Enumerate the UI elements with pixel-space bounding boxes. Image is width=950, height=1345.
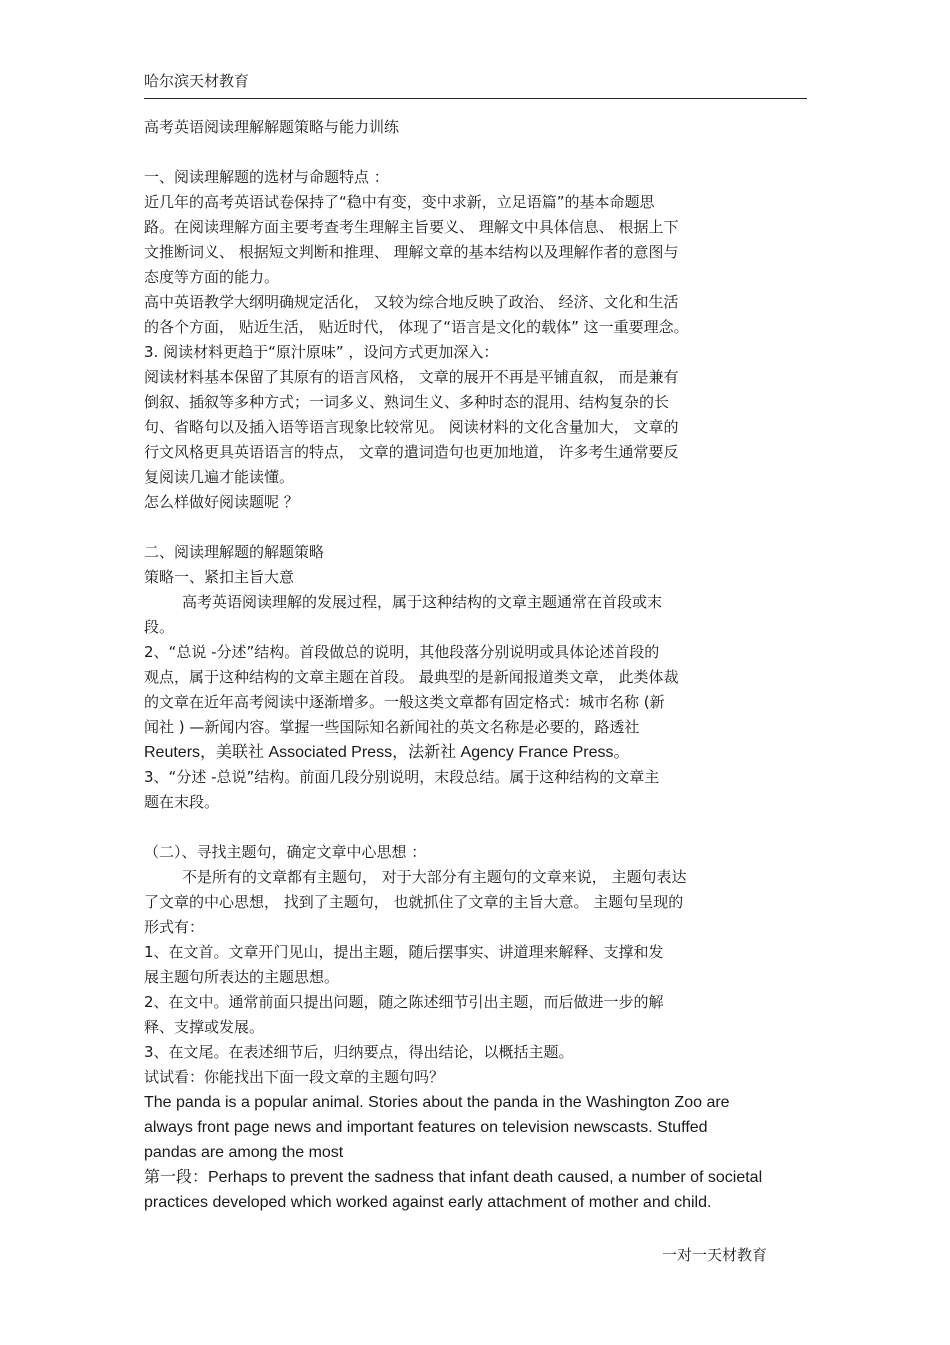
section-heading: 二、阅读理解题的解题策略 (144, 543, 325, 561)
footer-brand: 一对一天材教育 (662, 1246, 768, 1264)
paragraph-line: 闻社 ) —新闻内容。掌握一些国际知名新闻社的英文名称是必要的，路透社 (144, 718, 640, 736)
paragraph-line: 试试看：你能找出下面一段文章的主题句吗？ (144, 1068, 445, 1086)
page-footer (662, 1244, 767, 1265)
paragraph-line: 2、在文中。通常前面只提出问题，随之陈述细节引出主题，而后做进一步的解 (144, 993, 664, 1011)
paragraph-line: 了文章的中心思想， 找到了主题句， 也就抓住了文章的主旨大意。 主题句呈现的 (144, 893, 684, 911)
english-passage-line: practices developed which worked against early attachment of mother and child. (144, 1194, 712, 1211)
paragraph-line: 行文风格更具英语语言的特点， 文章的遣词造句也更加地道， 许多考生通常要反 (144, 443, 679, 461)
paragraph-line: 态度等方面的能力。 (144, 268, 280, 286)
english-passage-line: 第一段：Perhaps to prevent the sadness that infant death caused, a number of societal (144, 1169, 763, 1186)
paragraph-line: 路。在阅读理解方面主要考查考生理解主旨要义、 理解文中具体信息、 根据上下 (144, 218, 679, 236)
paragraph-line: 观点，属于这种结构的文章主题在首段。 最典型的是新闻报道类文章， 此类体裁 (144, 668, 679, 686)
spacer (144, 140, 814, 165)
paragraph-line: 题在末段。 (144, 793, 220, 811)
paragraph-line: 展主题句所表达的主题思想。 (144, 968, 340, 986)
paragraph-line: 复阅读几遍才能读懂。 (144, 468, 295, 486)
paragraph-line: 的文章在近年高考阅读中逐渐增多。一般这类文章都有固定格式：城市名称 (新 (144, 693, 665, 711)
paragraph-line: 不是所有的文章都有主题句， 对于大部分有主题句的文章来说， 主题句表达 (182, 868, 687, 886)
paragraph-line: 3、“分述 -总说”结构。前面几段分别说明，末段总结。属于这种结构的文章主 (144, 768, 660, 786)
document-title: 高考英语阅读理解解题策略与能力训练 (144, 118, 400, 136)
paragraph-line: 1、在文首。文章开门见山，提出主题，随后摆事实、讲道理来解释、支撑和发 (144, 943, 664, 961)
subsection-heading: 策略一、紧扣主旨大意 (144, 568, 295, 586)
paragraph-line: 阅读材料基本保留了其原有的语言风格， 文章的展开不再是平铺直叙， 而是兼有 (144, 368, 679, 386)
english-passage-line: The panda is a popular animal. Stories about the panda in the Washington Zoo are (144, 1094, 730, 1111)
header-school-name: 哈尔滨天材教育 (144, 72, 250, 90)
paragraph-line: 文推断词义、 根据短文判断和推理、 理解文章的基本结构以及理解作者的意图与 (144, 243, 679, 261)
paragraph-line: 3、在文尾。在表述细节后，归纳要点，得出结论，以概括主题。 (144, 1043, 574, 1061)
subsection-heading: （二）、寻找主题句，确定文章中心思想 ： (144, 843, 427, 861)
paragraph-line: 高中英语教学大纲明确规定活化， 又较为综合地反映了政治、 经济、文化和生活 (144, 293, 679, 311)
paragraph-line: Reuters，美联社 Associated Press，法新社 Agency France Press。 (144, 744, 630, 761)
paragraph-line: 段。 (144, 618, 175, 636)
document-body (144, 115, 814, 1215)
paragraph-line: 怎么样做好阅读题呢 ？ (144, 493, 299, 511)
paragraph-line: 2、“总说 -分述”结构。首段做总的说明，其他段落分别说明或具体论述首段的 (144, 643, 660, 661)
paragraph-line: 形式有： (144, 918, 205, 936)
paragraph-line: 的各个方面， 贴近生活， 贴近时代， 体现了“语言是文化的载体” 这一重要理念。 (144, 318, 689, 336)
paragraph-line: 倒叙、插叙等多种方式；一词多义、熟词生义、多种时态的混用、结构复杂的长 (144, 393, 670, 411)
english-passage-line: pandas are among the most (144, 1144, 344, 1161)
paragraph-line: 释、支撑或发展。 (144, 1018, 265, 1036)
spacer (144, 515, 814, 540)
section-heading: 一、阅读理解题的选材与命题特点 ： (144, 168, 389, 186)
paragraph-line: 句、省略句以及插入语等语言现象比较常见。 阅读材料的文化含量加大， 文章的 (144, 418, 679, 436)
english-passage-line: always front page news and important features on television newscasts. Stuffed (144, 1119, 708, 1136)
spacer (144, 815, 814, 840)
paragraph-line: 3. 阅读材料更趋于“原汁原味” ，设问方式更加深入： (144, 343, 499, 361)
paragraph-line: 近几年的高考英语试卷保持了“稳中有变，变中求新，立足语篇”的基本命题思 (144, 193, 655, 211)
page-header (144, 70, 807, 99)
paragraph-line: 高考英语阅读理解的发展过程，属于这种结构的文章主题通常在首段或末 (182, 593, 663, 611)
